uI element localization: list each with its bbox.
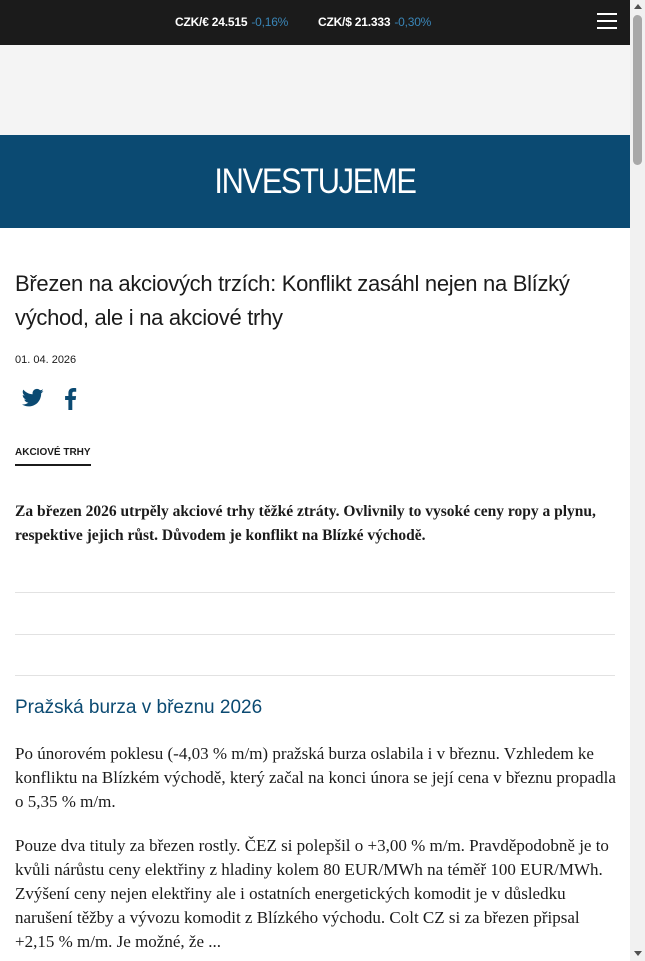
usd-rate: [318, 15, 431, 29]
twitter-icon[interactable]: [22, 388, 44, 413]
section-heading: Pražská burza v březnu 2026: [15, 697, 263, 718]
currency-topbar: [0, 0, 630, 45]
eur-rate: [175, 15, 288, 29]
divider: [15, 634, 615, 635]
article-perex: Za březen 2026 utrpěly akciové trhy těžké ztráty. Ovlivnily to vysoké ceny ropy a plynu, respektive jejich růst. Důvodem je konflikt na Blízké východě.: [15, 503, 596, 544]
eur-rate-change: -0,16%: [251, 15, 289, 29]
hamburger-menu-icon[interactable]: [597, 13, 617, 31]
facebook-icon[interactable]: [64, 388, 77, 415]
divider: [15, 592, 615, 593]
scroll-up-arrow-icon[interactable]: [634, 4, 642, 9]
category-tag-link[interactable]: AKCIOVÉ TRHY: [15, 447, 91, 466]
divider: [15, 675, 615, 676]
article-date: 01. 04. 2026: [15, 354, 77, 366]
scroll-down-arrow-icon[interactable]: [634, 951, 642, 956]
article-title: Březen na akciových trzích: Konflikt zasáhl nejen na Blízký východ, ale i na akciové trhy: [15, 271, 570, 330]
scrollbar-thumb[interactable]: [633, 15, 642, 165]
ad-space: [0, 45, 630, 135]
eur-rate-label: CZK/€ 24.515: [175, 15, 248, 29]
usd-rate-label: CZK/$ 21.333: [318, 15, 391, 29]
article-paragraph: Pouze dva tituly za březen rostly. ČEZ si polepšil o +3,00 % m/m. Pravděpodobně je to kvůli nárůstu ceny elektřiny z hladiny kolem 80 EUR/MWh na téměř 100 EUR/MWh. Zvýšení ceny nejen elektřiny ale i ostatních energetických komodit je v důsledku narušení těžby a vývozu komodit z Blízkého východu. Colt CZ si za březen připsal +2,15 % m/m. Je možné, že ...: [15, 836, 609, 951]
usd-rate-change: -0,30%: [394, 15, 432, 29]
brand-logo[interactable]: INVESTUJEME: [214, 162, 416, 201]
article-paragraph: Po únorovém poklesu (-4,03 % m/m) pražská burza oslabila i v březnu. Vzhledem ke konfliktu na Blízkém východě, který začal na konci února se její cena v březnu propadla o 5,35 % m/m.: [15, 744, 616, 811]
